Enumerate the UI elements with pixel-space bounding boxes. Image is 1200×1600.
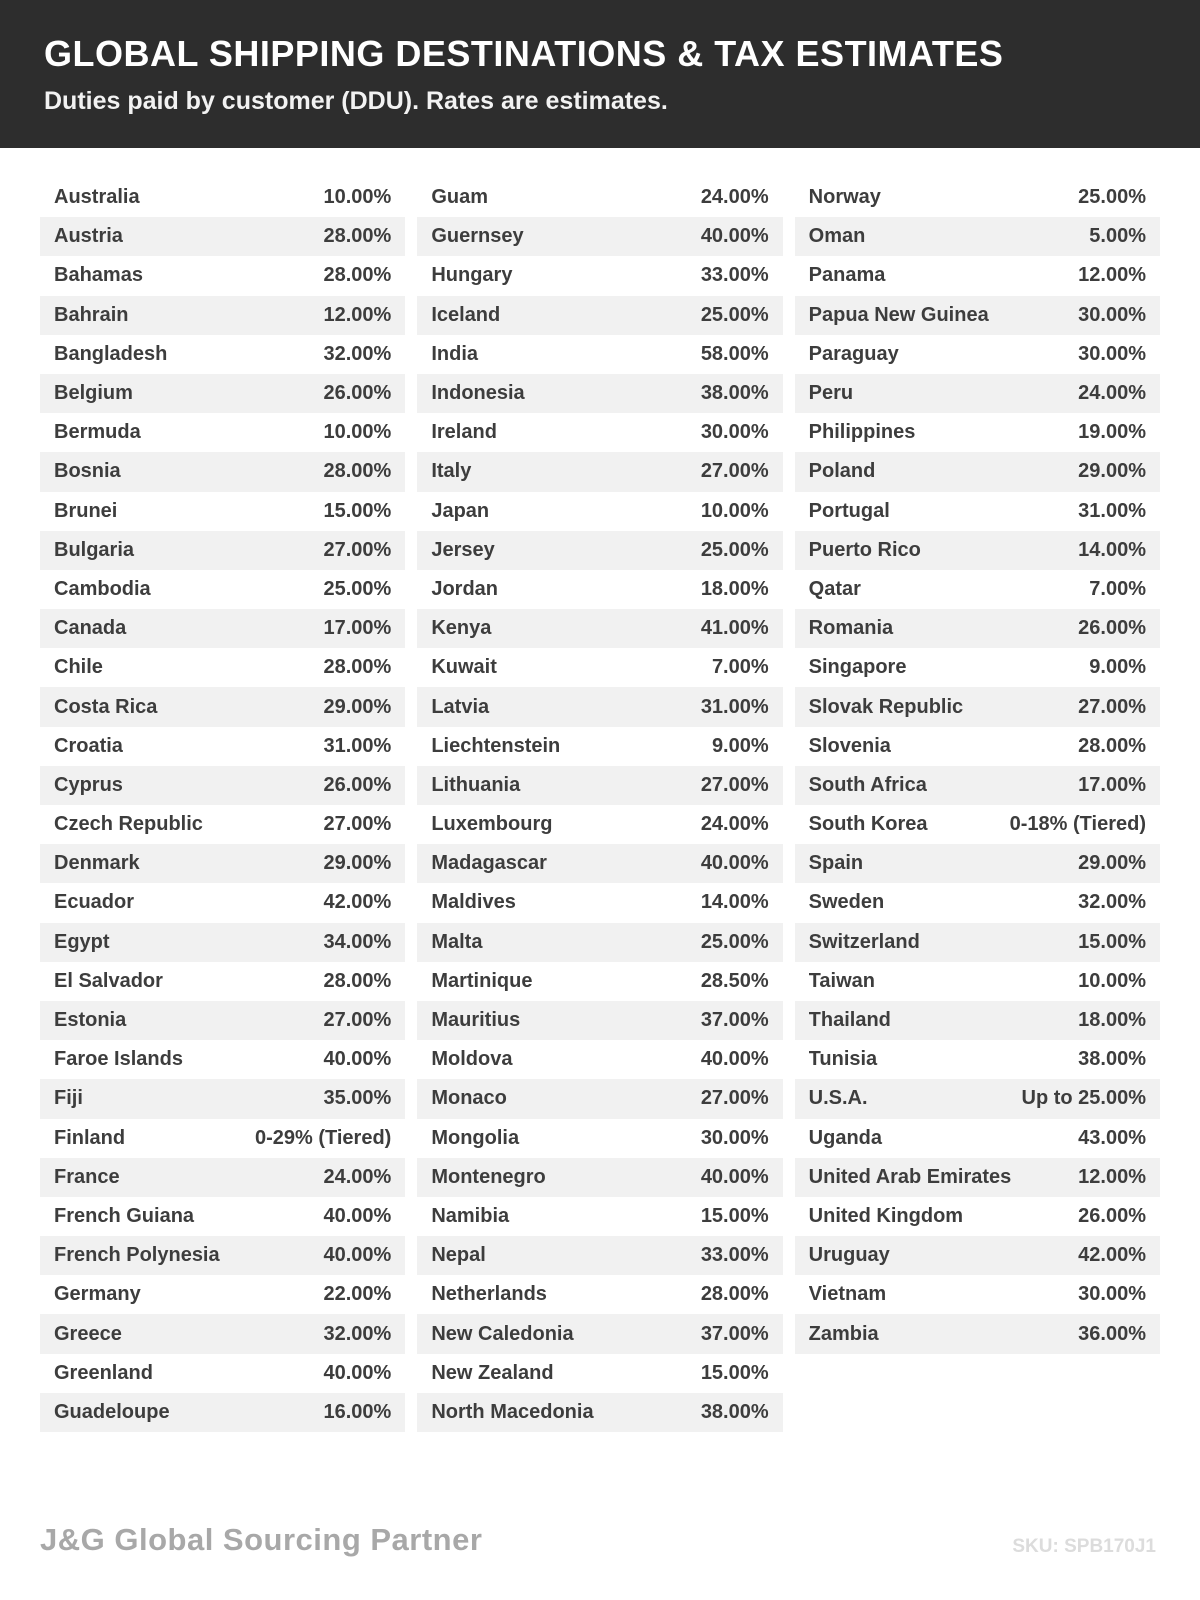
table-row [40,883,405,922]
country-name: Indonesia [431,382,525,405]
page-subtitle: Duties paid by customer (DDU). Rates are estimates. [44,86,668,115]
country-name: Bangladesh [54,342,168,365]
country-name: Singapore [808,656,907,679]
country-name: South Africa [808,773,927,796]
country-name: Mauritius [431,1009,521,1032]
tax-rate: 12.00% [1078,264,1146,287]
table-row [795,648,1160,687]
country-name: French Guiana [54,1204,195,1227]
table-row [417,1354,782,1393]
country-name: Switzerland [808,930,920,953]
table-row [417,335,782,374]
tax-rate: 38.00% [700,1400,769,1423]
tax-rate: Up to 25.00% [1021,1087,1146,1110]
country-name: South Korea [808,813,928,836]
tax-rate: 24.00% [323,1165,392,1188]
tax-rate: 29.00% [323,852,392,875]
tax-rate: 26.00% [323,773,392,796]
table-row [417,492,782,531]
country-name: Kuwait [431,656,497,679]
page-title: GLOBAL SHIPPING DESTINATIONS & TAX ESTIMATES [44,32,1004,74]
table-row [40,648,405,687]
tax-rate: 30.00% [1078,342,1146,365]
country-name: Netherlands [431,1283,547,1306]
table-row [795,492,1160,531]
tax-rate: 12.00% [323,303,392,326]
tax-table-column-3 [795,178,1160,1432]
country-name: Madagascar [431,852,547,875]
country-name: Costa Rica [54,695,158,718]
tax-rate: 29.00% [1078,852,1146,875]
country-name: Brunei [54,499,118,522]
tax-rate: 37.00% [700,1009,769,1032]
table-row [417,648,782,687]
country-name: Moldova [431,1048,513,1071]
table-row [417,883,782,922]
table-row [417,217,782,256]
tax-rate: 38.00% [700,382,769,405]
country-name: Guam [431,186,489,209]
tax-rate: 38.00% [1078,1048,1146,1071]
country-name: Cambodia [54,577,151,600]
tax-rate: 10.00% [700,499,769,522]
country-name: Slovenia [808,734,891,757]
table-row [795,805,1160,844]
table-row [417,923,782,962]
tax-table [0,148,1200,1432]
table-row [40,374,405,413]
tax-rate: 17.00% [1078,773,1146,796]
table-row [795,1119,1160,1158]
table-row [795,1236,1160,1275]
tax-rate: 10.00% [323,186,392,209]
tax-rate: 58.00% [700,342,769,365]
tax-rate: 24.00% [700,186,769,209]
table-row [795,1079,1160,1118]
country-name: Ireland [431,421,497,444]
country-name: Malta [431,930,483,953]
tax-rate: 24.00% [700,813,769,836]
tax-rate: 27.00% [323,813,392,836]
country-name: Guernsey [431,225,524,248]
country-name: Estonia [54,1009,127,1032]
tax-rate: 15.00% [700,1204,769,1227]
tax-rate: 18.00% [700,577,769,600]
country-name: Mongolia [431,1126,520,1149]
table-row [40,1119,405,1158]
table-row [40,256,405,295]
table-row [40,1001,405,1040]
tax-rate: 40.00% [700,852,769,875]
table-row [795,1197,1160,1236]
tax-rate: 14.00% [1078,538,1146,561]
country-name: Montenegro [431,1165,546,1188]
country-name: Bahamas [54,264,143,287]
country-name: Latvia [431,695,490,718]
table-row [795,413,1160,452]
table-row [795,1040,1160,1079]
tax-rate: 33.00% [700,264,769,287]
country-name: North Macedonia [431,1400,594,1423]
country-name: Greenland [54,1361,153,1384]
tax-rate: 43.00% [1078,1126,1146,1149]
country-name: Belgium [54,382,133,405]
tax-rate: 10.00% [323,421,392,444]
tax-rate: 0-18% (Tiered) [1009,813,1146,836]
country-name: Fiji [54,1087,83,1110]
tax-rate: 26.00% [1078,1204,1146,1227]
tax-rate: 16.00% [323,1400,392,1423]
tax-rate: 30.00% [1078,1283,1146,1306]
tax-rate: 40.00% [323,1361,392,1384]
tax-rate: 17.00% [323,617,392,640]
tax-rate: 7.00% [1089,577,1146,600]
tax-rate: 14.00% [700,891,769,914]
table-row [40,1158,405,1197]
tax-rate: 12.00% [1078,1165,1146,1188]
country-name: Poland [808,460,876,483]
table-row [417,1119,782,1158]
country-name: Paraguay [808,342,899,365]
table-row [417,296,782,335]
table-row [40,609,405,648]
country-name: Austria [54,225,123,248]
country-name: Portugal [808,499,890,522]
tax-rate: 10.00% [1078,969,1146,992]
table-row [417,1197,782,1236]
country-name: Spain [808,852,864,875]
tax-rate: 40.00% [323,1244,392,1267]
country-name: Cyprus [54,773,123,796]
tax-rate: 36.00% [1078,1322,1146,1345]
country-name: Romania [808,617,894,640]
country-name: Monaco [431,1087,507,1110]
tax-rate: 41.00% [700,617,769,640]
table-row [40,1314,405,1353]
tax-rate: 27.00% [1078,695,1146,718]
country-name: Australia [54,186,140,209]
table-row [795,178,1160,217]
country-name: Philippines [808,421,916,444]
tax-rate: 25.00% [323,577,392,600]
table-row [795,727,1160,766]
table-row [417,1236,782,1275]
country-name: Vietnam [808,1283,887,1306]
table-row [40,296,405,335]
country-name: Bosnia [54,460,121,483]
table-row [795,1314,1160,1353]
country-name: France [54,1165,120,1188]
tax-rate: 34.00% [323,930,392,953]
country-name: Puerto Rico [808,538,921,561]
tax-rate: 25.00% [700,303,769,326]
country-name: Qatar [808,577,861,600]
tax-rate: 30.00% [700,421,769,444]
tax-rate: 9.00% [711,734,769,757]
table-row [795,570,1160,609]
table-row [417,531,782,570]
table-row [40,1197,405,1236]
country-name: Italy [431,460,472,483]
table-row [417,844,782,883]
tax-rate: 27.00% [323,1009,392,1032]
tax-rate: 40.00% [323,1204,392,1227]
tax-rate: 15.00% [323,499,392,522]
tax-rate: 29.00% [323,695,392,718]
tax-rate: 30.00% [700,1126,769,1149]
table-row [417,727,782,766]
country-name: Kenya [431,617,492,640]
country-name: Egypt [54,930,110,953]
country-name: Peru [808,382,854,405]
tax-table-column-2 [417,178,782,1432]
tax-rate: 27.00% [700,773,769,796]
table-row [417,805,782,844]
table-row [40,1393,405,1432]
table-row [40,962,405,1001]
country-name: United Kingdom [808,1204,964,1227]
country-name: Maldives [431,891,516,914]
country-name: Faroe Islands [54,1048,183,1071]
table-row [40,923,405,962]
country-name: Norway [808,186,881,209]
table-row [795,766,1160,805]
tax-rate: 29.00% [1078,460,1146,483]
table-row [417,452,782,491]
tax-rate: 28.00% [323,656,392,679]
tax-rate: 28.00% [323,969,392,992]
table-row [417,178,782,217]
tax-rate: 31.00% [323,734,392,757]
table-row [795,923,1160,962]
table-row [795,962,1160,1001]
country-name: Jersey [431,538,495,561]
brand-name: J&G Global Sourcing Partner [40,1522,483,1557]
table-row [795,296,1160,335]
table-row [40,766,405,805]
country-name: Bermuda [54,421,141,444]
table-row [417,1158,782,1197]
tax-rate: 15.00% [700,1361,769,1384]
country-name: Papua New Guinea [808,303,989,326]
tax-rate: 24.00% [1078,382,1146,405]
table-row [795,217,1160,256]
tax-rate: 42.00% [1078,1244,1146,1267]
country-name: Uruguay [808,1244,890,1267]
country-name: Nepal [431,1244,486,1267]
country-name: Canada [54,617,127,640]
tax-rate: 22.00% [323,1283,392,1306]
tax-rate: 37.00% [700,1322,769,1345]
tax-rate: 9.00% [1089,656,1146,679]
table-row [40,452,405,491]
table-row [417,962,782,1001]
table-row [417,609,782,648]
tax-rate: 28.00% [323,264,392,287]
table-row [417,766,782,805]
tax-rate: 5.00% [1089,225,1146,248]
tax-rate: 31.00% [700,695,769,718]
table-row [795,374,1160,413]
tax-rate: 25.00% [1078,186,1146,209]
table-row [795,452,1160,491]
country-name: Lithuania [431,773,521,796]
tax-rate: 27.00% [700,460,769,483]
tax-rate: 28.00% [1078,734,1146,757]
page-footer [0,1522,1200,1558]
tax-rate: 31.00% [1078,499,1146,522]
table-row [417,687,782,726]
table-row [40,531,405,570]
tax-rate: 40.00% [700,225,769,248]
table-row [40,727,405,766]
page-header [0,0,1200,148]
tax-rate: 27.00% [700,1087,769,1110]
table-row [40,413,405,452]
tax-rate: 25.00% [700,538,769,561]
tax-rate: 27.00% [323,538,392,561]
table-row [795,1158,1160,1197]
country-name: Liechtenstein [431,734,561,757]
table-row [795,1275,1160,1314]
table-row [40,1079,405,1118]
table-row [795,256,1160,295]
table-row [417,1314,782,1353]
country-name: French Polynesia [54,1244,220,1267]
tax-rate: 40.00% [700,1165,769,1188]
country-name: Bulgaria [54,538,135,561]
country-name: Namibia [431,1204,510,1227]
country-name: Japan [431,499,490,522]
table-row [417,570,782,609]
table-row [40,1354,405,1393]
table-row [40,1275,405,1314]
sku-label: SKU: SPB170J1 [1012,1536,1156,1557]
tax-rate: 35.00% [323,1087,392,1110]
table-row [417,1001,782,1040]
table-row [40,570,405,609]
table-row [40,492,405,531]
tax-rate: 25.00% [700,930,769,953]
country-name: Denmark [54,852,140,875]
tax-rate: 42.00% [323,891,392,914]
tax-rate: 26.00% [1078,617,1146,640]
country-name: Uganda [808,1126,882,1149]
table-row [417,1275,782,1314]
table-row [40,805,405,844]
country-name: U.S.A. [808,1087,868,1110]
tax-rate: 32.00% [323,1322,392,1345]
table-row [795,687,1160,726]
table-row [40,335,405,374]
tax-rate: 26.00% [323,382,392,405]
table-row [40,178,405,217]
country-name: Chile [54,656,103,679]
country-name: Thailand [808,1009,891,1032]
country-name: United Arab Emirates [808,1165,1012,1188]
tax-rate: 33.00% [700,1244,769,1267]
tax-rate: 28.00% [323,460,392,483]
table-row [795,531,1160,570]
table-row [40,217,405,256]
tax-rate: 30.00% [1078,303,1146,326]
table-row [795,1001,1160,1040]
table-row [40,1040,405,1079]
tax-rate: 32.00% [323,342,392,365]
tax-rate: 32.00% [1078,891,1146,914]
table-row [40,1236,405,1275]
table-row [40,687,405,726]
table-row [417,1079,782,1118]
country-name: Jordan [431,577,499,600]
country-name: New Caledonia [431,1322,574,1345]
country-name: Germany [54,1283,141,1306]
country-name: Croatia [54,734,123,757]
tax-rate: 40.00% [323,1048,392,1071]
tax-rate: 28.00% [700,1283,769,1306]
tax-rate: 7.00% [711,656,769,679]
tax-rate: 19.00% [1078,421,1146,444]
country-name: Bahrain [54,303,129,326]
table-row [417,374,782,413]
country-name: India [431,342,478,365]
country-name: New Zealand [431,1361,554,1384]
tax-rate: 28.00% [323,225,392,248]
tax-rate: 40.00% [700,1048,769,1071]
country-name: Zambia [808,1322,879,1345]
country-name: Greece [54,1322,122,1345]
tax-rate: 18.00% [1078,1009,1146,1032]
table-row [795,883,1160,922]
table-row [40,844,405,883]
country-name: Guadeloupe [54,1400,170,1423]
country-name: El Salvador [54,969,163,992]
tax-rate: 15.00% [1078,930,1146,953]
country-name: Tunisia [808,1048,878,1071]
table-row [417,256,782,295]
country-name: Martinique [431,969,533,992]
table-row [417,1393,782,1432]
table-row [417,1040,782,1079]
country-name: Taiwan [808,969,875,992]
country-name: Luxembourg [431,813,553,836]
tax-table-column-1 [40,178,405,1432]
country-name: Sweden [808,891,885,914]
table-row [795,844,1160,883]
country-name: Slovak Republic [808,695,964,718]
country-name: Hungary [431,264,513,287]
country-name: Oman [808,225,866,248]
table-row [795,609,1160,648]
tax-rate: 0-29% (Tiered) [254,1126,392,1149]
country-name: Iceland [431,303,501,326]
tax-rate: 28.50% [700,969,769,992]
table-row [795,335,1160,374]
country-name: Czech Republic [54,813,203,836]
table-row [417,413,782,452]
country-name: Ecuador [54,891,135,914]
country-name: Panama [808,264,886,287]
country-name: Finland [54,1126,126,1149]
